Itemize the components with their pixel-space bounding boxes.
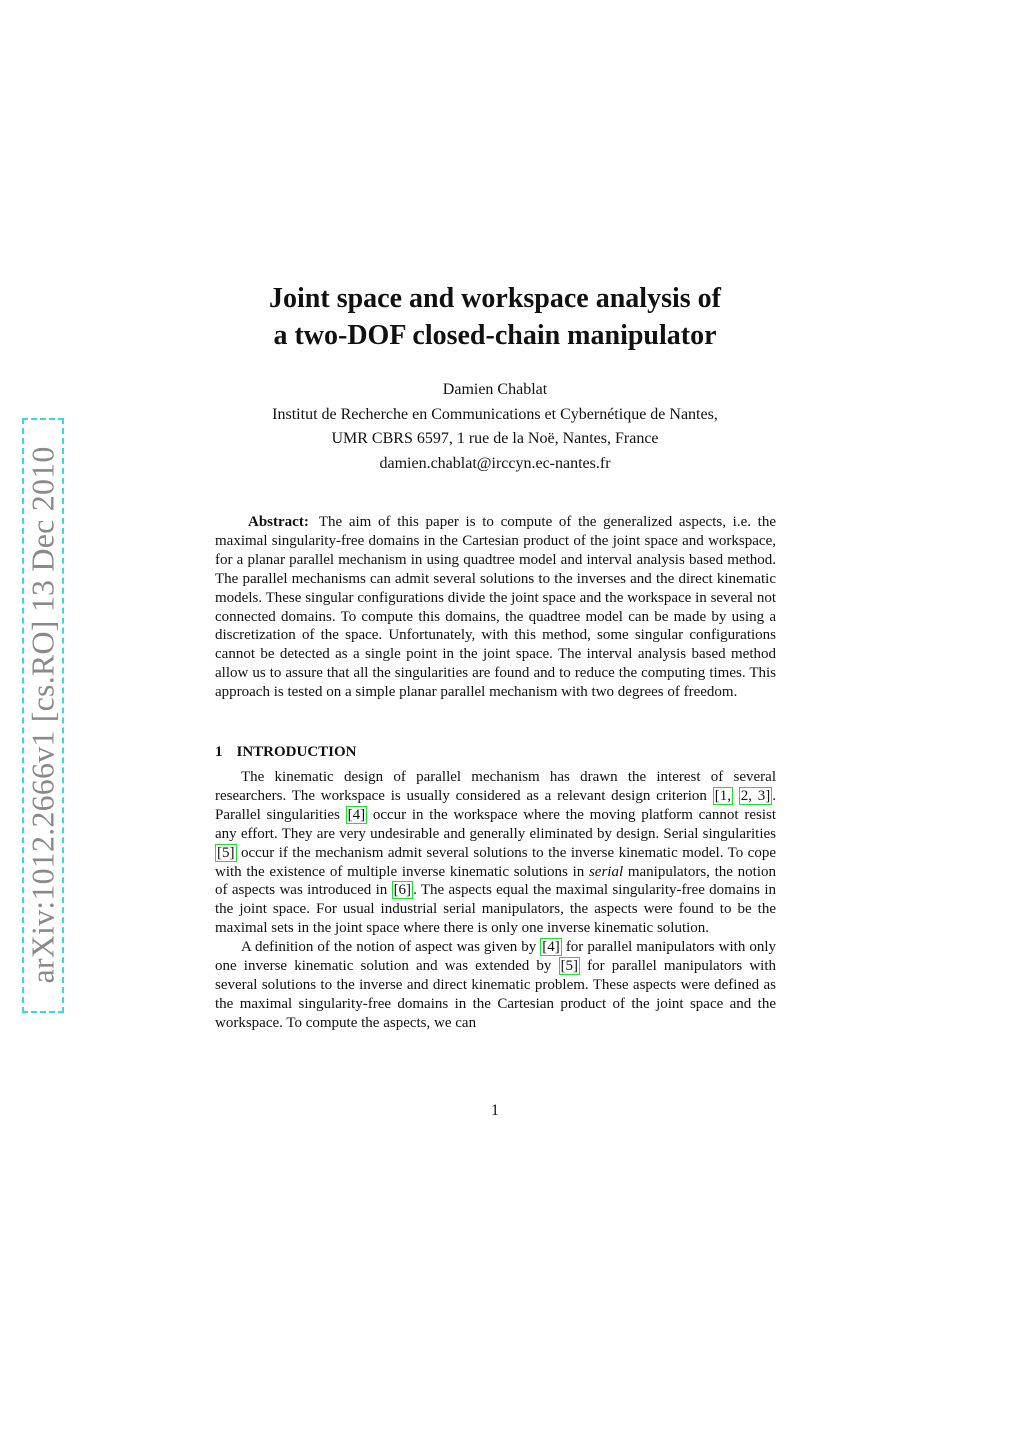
- emphasis-serial: serial: [588, 863, 624, 880]
- citation-link[interactable]: [4]: [542, 939, 560, 956]
- citation-link[interactable]: [5]: [560, 958, 579, 975]
- text-run: manipulators, the notion of aspects was introduced in: [215, 863, 776, 899]
- citation-link[interactable]: [1,: [714, 787, 731, 804]
- abstract: [215, 513, 776, 702]
- citation-link[interactable]: 2, 3]: [740, 787, 771, 804]
- intro-paragraph-2: [215, 938, 776, 1033]
- text-run: for parallel manipulators with only one inverse kinematic solution and was extended by: [215, 939, 776, 975]
- page-number: 1: [491, 1102, 499, 1119]
- arxiv-stamp: arXiv:1012.2666v1 [cs.RO] 13 Dec 2010: [24, 446, 61, 984]
- section-heading: [215, 744, 357, 761]
- paper-title: [170, 280, 820, 354]
- citation-link[interactable]: [6]: [393, 882, 412, 899]
- author-email: damien.chablat@irccyn.ec-nantes.fr: [379, 454, 611, 472]
- citation-link[interactable]: [5]: [217, 844, 235, 861]
- author-block: [190, 378, 800, 476]
- affiliation-line-2: UMR CBRS 6597, 1 rue de la Noë, Nantes, France: [331, 430, 659, 447]
- section-number: 1: [215, 744, 223, 760]
- title-line-1: Joint space and workspace analysis of: [269, 283, 721, 314]
- text-run: . The aspects equal the maximal singularity-free domains in the joint space. For usual industrial serial manipulators, the aspects were found to be the maximal sets in the joint space where there is only one inverse kinematic solution.: [215, 882, 776, 937]
- text-run: [733, 788, 739, 804]
- text-run: A definition of the notion of aspect was given by: [241, 939, 541, 956]
- text-run: occur if the mechanism admit several solutions to the inverse kinematic model. To cope with the existence of multiple inverse kinematic solutions in: [215, 844, 776, 880]
- abstract-label: Abstract:: [248, 514, 309, 530]
- citation-link[interactable]: [4]: [347, 806, 366, 823]
- text-run: for parallel manipulators with several solutions to the inverse and direct kinematic problem. These aspects were defined as the maximal singularity-free domains in the Cartesian product of the joint space and the workspace. To compute the aspects, we can: [215, 958, 776, 1031]
- introduction-body: [215, 768, 776, 1033]
- author-name: Damien Chablat: [442, 381, 548, 398]
- section-title: INTRODUCTION: [236, 744, 357, 760]
- text-run: The kinematic design of parallel mechanism has drawn the interest of several researchers. The workspace is usually considered as a relevant design criterion: [215, 769, 776, 804]
- affiliation-line-1: Institut de Recherche en Communications et Cybernétique de Nantes,: [272, 405, 718, 423]
- intro-paragraph-1: [215, 768, 776, 938]
- text-run: . Parallel singularities: [215, 787, 777, 823]
- text-run: occur in the workspace where the moving platform cannot resist any effort. They are very undesirable and generally eliminated by design. Serial singularities: [215, 806, 776, 842]
- abstract-text: The aim of this paper is to compute of the generalized aspects, i.e. the maximal singularity-free domains in the Cartesian product of the joint space and workspace, for a planar parallel mechanism in using quadtree model and interval analysis based method. The parallel mechanisms can admit several solutions to the inverses and the direct kinematic models. These singular configurations divide the joint space and the workspace in several not connected domains. To compute this domains, the quadtree model can be made by using a discretization of the space. Unfortunately, with this method, some singular configurations cannot be detected as a single point in the joint space. The interval analysis based method allow us to assure that all the singularities are found and to reduce the computing times. This approach is tested on a simple planar parallel mechanism with two degrees of freedom.: [215, 514, 776, 701]
- title-line-2: a two-DOF closed-chain manipulator: [273, 320, 717, 351]
